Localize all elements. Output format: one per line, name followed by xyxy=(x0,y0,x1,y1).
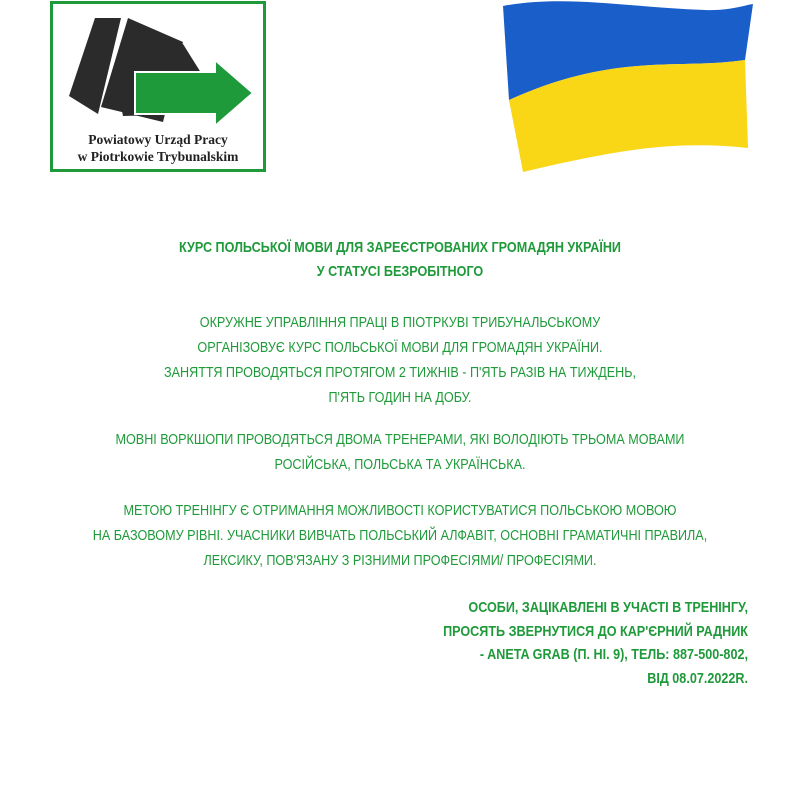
paragraph1-line: ОКРУЖНЕ УПРАВЛІННЯ ПРАЦІ В ПІОТРКУВІ ТРИБУНАЛЬСЬКОМУ xyxy=(199,314,601,331)
page-title xyxy=(64,236,736,284)
paragraph1-line: ОРГАНІЗОВУЄ КУРС ПОЛЬСЬКОЇ МОВИ ДЛЯ ГРОМАДЯН УКРАЇНИ. xyxy=(197,339,603,356)
contact-line: ВІД 08.07.2022R. xyxy=(647,669,748,687)
logo-line-1: Powiatowy Urząd Pracy xyxy=(88,132,228,147)
title-line-1: КУРС ПОЛЬСЬКОЇ МОВИ ДЛЯ ЗАРЕЄСТРОВАНИХ ГРОМАДЯН УКРАЇНИ xyxy=(179,239,621,256)
paragraph3-line: НА БАЗОВОМУ РІВНІ. УЧАСНИКИ ВИВЧАТЬ ПОЛЬСЬКИЙ АЛФАВІТ, ОСНОВНІ ГРАМАТИЧНІ ПРАВИЛА, xyxy=(92,527,708,544)
contact-line: ПРОСЯТЬ ЗВЕРНУТИСЯ ДО КАР'ЄРНИЙ РАДНИК xyxy=(443,622,748,640)
organization-logo xyxy=(50,1,266,172)
paragraph-trainers xyxy=(64,427,736,477)
paragraph2-line: РОСІЙСЬКА, ПОЛЬСЬКА ТА УКРАЇНСЬКА. xyxy=(274,456,526,473)
logo-line-2: w Piotrkowie Trybunalskim xyxy=(77,149,239,164)
paragraph-goals xyxy=(64,498,736,573)
title-line-2: У СТАТУСІ БЕЗРОБІТНОГО xyxy=(316,263,484,280)
logo-text xyxy=(53,131,263,165)
contact-info xyxy=(443,596,748,690)
paragraph-course-info xyxy=(64,310,736,410)
paragraph3-line: МЕТОЮ ТРЕНІНГУ Є ОТРИМАННЯ МОЖЛИВОСТІ КОРИСТУВАТИСЯ ПОЛЬСЬКОЮ МОВОЮ xyxy=(123,502,677,519)
paragraph1-line: П'ЯТЬ ГОДИН НА ДОБУ. xyxy=(328,389,472,406)
paragraph1-line: ЗАНЯТТЯ ПРОВОДЯТЬСЯ ПРОТЯГОМ 2 ТИЖНІВ - П'ЯТЬ РАЗІВ НА ТИЖДЕНЬ, xyxy=(163,364,637,381)
paragraph3-line: ЛЕКСИКУ, ПОВ'ЯЗАНУ З РІЗНИМИ ПРОФЕСІЯМИ/ ПРОФЕСІЯМИ. xyxy=(203,552,597,569)
contact-line: ОСОБИ, ЗАЦІКАВЛЕНІ В УЧАСТІ В ТРЕНІНГУ, xyxy=(468,599,748,616)
logo-graphic xyxy=(53,4,263,129)
paragraph2-line: МОВНІ ВОРКШОПИ ПРОВОДЯТЬСЯ ДВОМА ТРЕНЕРАМИ, ЯКІ ВОЛОДІЮТЬ ТРЬОМА МОВАМИ xyxy=(115,431,685,448)
ukraine-flag-icon xyxy=(495,0,765,180)
contact-line: - ANETA GRAB (П. НІ. 9), ТЕЛЬ: 887-500-802, xyxy=(479,646,748,663)
